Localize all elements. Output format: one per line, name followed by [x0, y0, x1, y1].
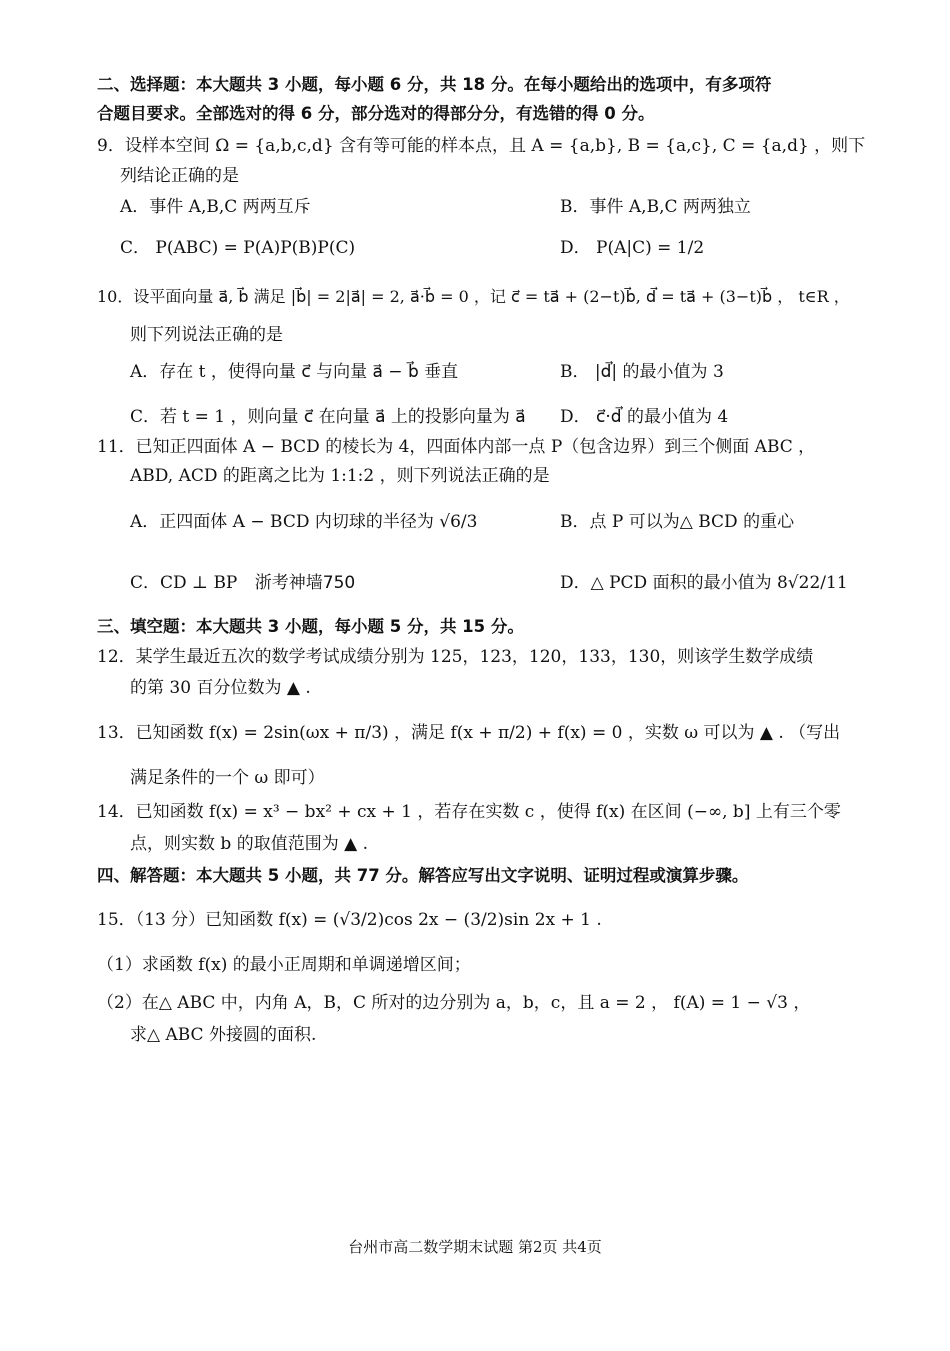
- section3-header: 三、填空题：本大题共 3 小题，每小题 5 分，共 15 分。: [97, 617, 524, 636]
- q9-option-b: B．事件 A,B,C 两两独立: [560, 197, 751, 217]
- q9-option-c: C． P(ABC) = P(A)P(B)P(C): [120, 238, 356, 258]
- q10-option-d: D． c⃗·d⃗ 的最小值为 4: [560, 407, 729, 427]
- q12-line1: 12．某学生最近五次的数学考试成绩分别为 125，123，120，133，130，则该学生数学成绩: [97, 647, 814, 667]
- q15-part2-line1: （2）在△ ABC 中，内角 A，B，C 所对的边分别为 a，b，c，且 a = 2 ， f(A) = 1 − √3 ，: [97, 993, 811, 1013]
- q9-stem-line2: 列结论正确的是: [120, 166, 239, 186]
- q10-option-b: B． |d⃗| 的最小值为 3: [560, 362, 724, 382]
- q10-option-a: A．存在 t ，使得向量 c⃗ 与向量 a⃗ − b⃗ 垂直: [130, 362, 459, 382]
- q9-option-d: D． P(A|C) = 1/2: [560, 238, 705, 258]
- q13-line1: 13．已知函数 f(x) = 2sin(ωx + π/3) ，满足 f(x + π/2) + f(x) = 0 ，实数 ω 可以为 ▲ . （写出: [97, 723, 841, 743]
- q11-stem-line2: ABD, ACD 的距离之比为 1:1:2 ，则下列说法正确的是: [130, 466, 550, 486]
- section4-header: 四、解答题：本大题共 5 小题，共 77 分。解答应写出文字说明、证明过程或演算步骤。: [97, 866, 749, 885]
- q9-option-a: A．事件 A,B,C 两两互斥: [120, 197, 311, 217]
- q10-stem-line1: 10．设平面向量 a⃗, b⃗ 满足 |b⃗| = 2|a⃗| = 2, a⃗·b⃗ = 0 ，记 c⃗ = ta⃗ + (2−t)b⃗, d⃗ = ta⃗ + (3−t)b⃗ ， t∈R ，: [97, 287, 850, 306]
- q13-line2: 满足条件的一个 ω 即可）: [130, 768, 325, 788]
- q9-stem-line1: 9．设样本空间 Ω = {a,b,c,d} 含有等可能的样本点，且 A = {a,b}, B = {a,c}, C = {a,d} ，则下: [97, 136, 866, 156]
- q11-option-b: B．点 P 可以为△ BCD 的重心: [560, 512, 795, 532]
- q15-part2-line2: 求△ ABC 外接圆的面积.: [130, 1025, 317, 1045]
- q11-option-d: D．△ PCD 面积的最小值为 8√22/11: [560, 573, 848, 593]
- q10-stem-line2: 则下列说法正确的是: [130, 325, 283, 345]
- q14-line1: 14．已知函数 f(x) = x³ − bx² + cx + 1 ，若存在实数 c ，使得 f(x) 在区间 (−∞, b] 上有三个零: [97, 802, 841, 822]
- section2-header-line1: 二、选择题：本大题共 3 小题，每小题 6 分，共 18 分。在每小题给出的选项中，有多项符: [97, 75, 772, 94]
- q12-line2: 的第 30 百分位数为 ▲ .: [130, 678, 311, 698]
- q15-part1: （1）求函数 f(x) 的最小正周期和单调递增区间；: [97, 955, 471, 975]
- watermark-text: 浙考神墙750: [254, 573, 356, 593]
- section2-header-line2: 合题目要求。全部选对的得 6 分，部分选对的得部分分，有选错的得 0 分。: [97, 104, 655, 123]
- q14-line2: 点，则实数 b 的取值范围为 ▲ .: [130, 834, 368, 854]
- q11-stem-line1: 11．已知正四面体 A − BCD 的棱长为 4，四面体内部一点 P（包含边界）到三个侧面 ABC ，: [97, 437, 816, 457]
- q10-option-c: C．若 t = 1 ，则向量 c⃗ 在向量 a⃗ 上的投影向量为 a⃗: [130, 407, 526, 427]
- page-footer: 台州市高二数学期末试题 第2页 共4页: [348, 1238, 602, 1256]
- q11-option-c: [130, 573, 355, 593]
- q15-stem: 15．（13 分）已知函数 f(x) = (√3/2)cos 2x − (3/2)sin 2x + 1 .: [97, 910, 602, 930]
- q11-option-c-text: C．CD ⊥ BP: [130, 573, 238, 593]
- q11-option-a: A．正四面体 A − BCD 内切球的半径为 √6/3: [130, 512, 478, 532]
